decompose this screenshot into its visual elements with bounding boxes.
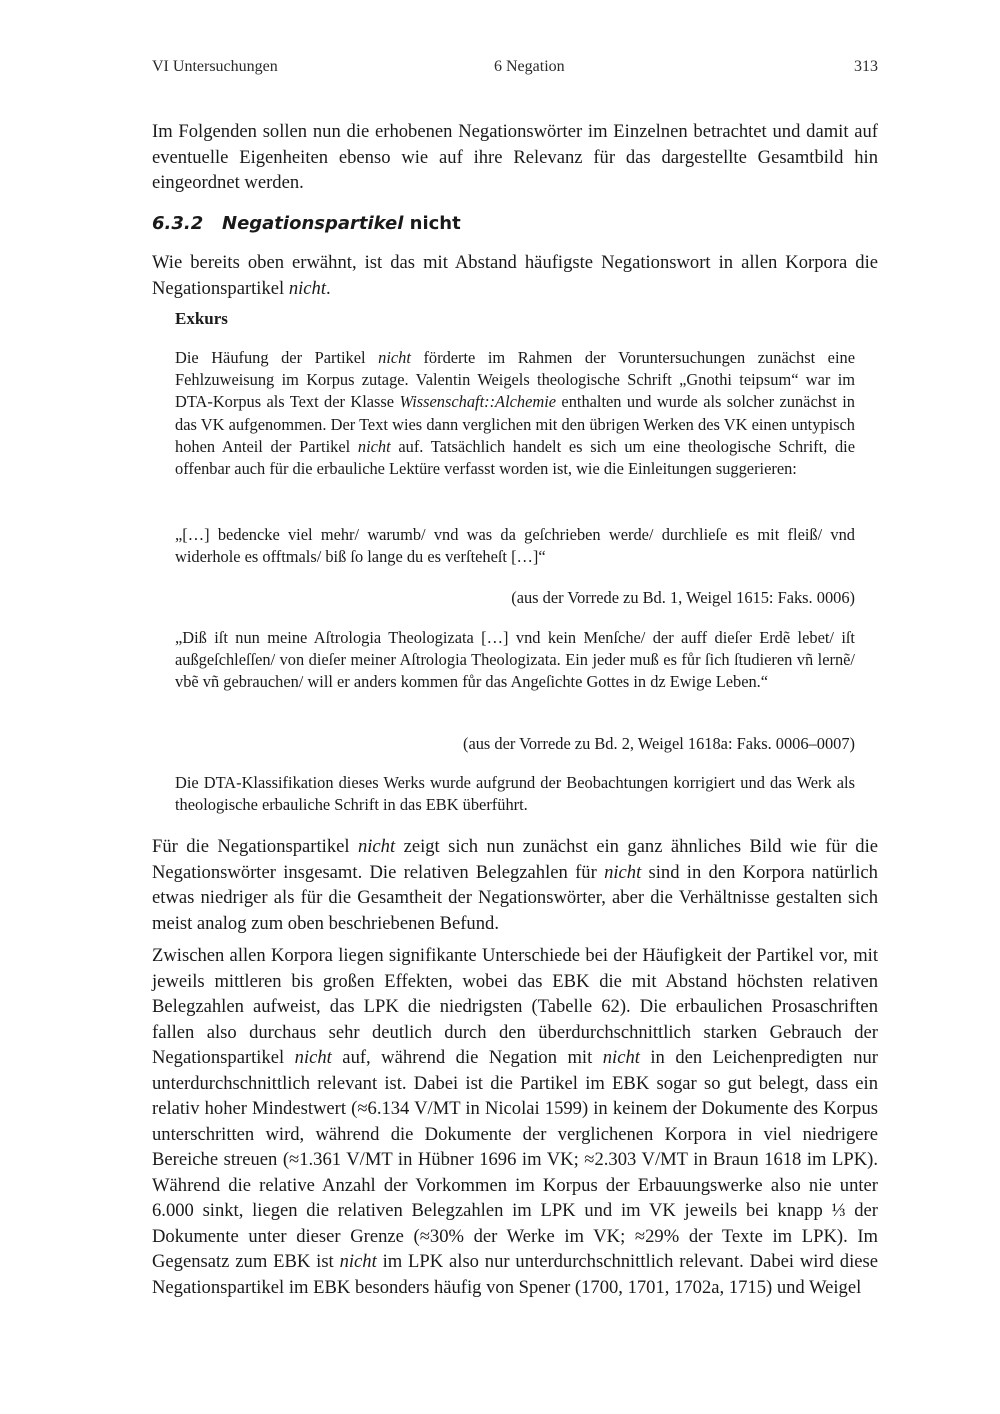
p3-emph: nicht xyxy=(357,836,396,857)
exkurs-text: auf. Tatsächlich handelt es sich um eine theologische Schrift, die offenbar auch für die erbauliche Lektüre verfasst worden ist, wie die Einleitungen suggerieren: xyxy=(175,436,855,479)
exkurs-text: förderte im Rahmen der Voruntersuchungen zunächst eine Fehlzuweisung im Korpus zutage. Valentin Weigels theologische Schrift „Gnothi teipsum“ war im DTA-Korpus als Text der Klasse xyxy=(175,348,855,412)
header-section: 6 Negation xyxy=(494,58,565,75)
p3-emph: nicht xyxy=(604,861,642,883)
p3-text: zeigt sich nun zunächst ein ganz ähnliches Bild wie für die Negationswörter insgesamt. Die relativen Belegzahlen für xyxy=(152,836,879,883)
exkurs-paragraph xyxy=(175,347,855,480)
p4-text: auf, während die Negation mit xyxy=(331,1047,603,1068)
p4-text: Zwischen allen Korpora liegen signifikante Unterschiede bei der Häufigkeit der Partikel vor, mit jeweils mittleren bis großen Effekten, wobei das EBK die mit Abstand höchsten relativen Belegzahlen aufweist, das LPK die niedrigsten (Tabelle 62). Die erbaulichen Prosaschriften fallen also durchaus sehr deutlich durch den überdurchschnittlich starken Gebrauch der Negationspartikel xyxy=(152,945,878,1068)
p4-emph: nicht xyxy=(294,1047,332,1068)
header-chapter: VI Untersuchungen xyxy=(152,58,278,75)
p2-text: Wie bereits oben erwähnt, ist das mit Abstand häufigste Negationswort in allen Korpora die Negationspartikel xyxy=(152,252,878,299)
p2-emph: nicht xyxy=(288,277,327,299)
page-number: 313 xyxy=(854,58,878,75)
exkurs-emph: nicht xyxy=(357,436,391,456)
p2-tail: . xyxy=(326,277,331,299)
paragraph-3 xyxy=(152,834,878,936)
p4-emph: nicht xyxy=(339,1251,377,1272)
section-heading xyxy=(152,213,878,234)
paragraph-4 xyxy=(152,943,878,1300)
p3-text: sind in den Korpora natürlich etwas niedriger als für die Gesamtheit der Negationswörter, aber die Verhältnisse gestalten sich meist analog zum oben beschriebenen Befund. xyxy=(152,861,878,934)
intro-text: Im Folgenden sollen nun die erhobenen Negationswörter im Einzelnen betrachtet und damit auf eventuelle Eigenheiten ebenso wie auf ihre Relevanz für das dargestellte Gesamtbild hin eingeordnet werden. xyxy=(152,121,878,193)
paragraph-2 xyxy=(152,250,878,301)
exkurs-text: enthalten und wurde als solcher zunächst in das VK aufgenommen. Der Text wies dann verglichen mit den übrigen Werken des VK einen untypisch hohen Anteil der Partikel xyxy=(175,392,855,456)
quote-2: „Diß iſt nun meine Aſtrologia Theologizata […] vnd kein Menſche/ der auff dieſer Erdẽ lebet/ iſt außgeſchleſſen/ von dieſer meiner Aſtrologia Theologizata. Ein jeder muß es fůr ſich ſtudieren vñ lernẽ/ vbẽ vñ gebrauchen/ will er anders kommen fůr das Angeſichte Gottes in dz Ewige Leben.“ xyxy=(175,628,855,692)
exkurs-heading: Exkurs xyxy=(175,309,228,328)
section-number: 6.3.2 xyxy=(152,213,204,234)
p4-emph: nicht xyxy=(602,1047,640,1068)
p4-text: im LPK also nur unterdurchschnittlich relevant. Dabei wird diese Negationspartikel im EBK besonders häufig von Spener (1700, 1701, 1702a, 1715) und Weigel xyxy=(152,1251,878,1298)
running-header xyxy=(152,58,878,82)
exkurs-emph: Wissenschaft::Alchemie xyxy=(399,392,557,412)
exkurs-text: Die Häufung der Partikel xyxy=(175,348,379,367)
exkurs-emph: nicht xyxy=(378,348,411,367)
p4-text: in den Leichenpredigten nur unterdurchschnittlich relevant ist. Dabei ist die Partikel im EBK sogar so gut belegt, dass ein relativ hoher Mindestwert (≈6.134 V/MT in Nicolai 1599) in keinem der Dokumente des Korpus unterschritten wird, während die Dokumente der verglichenen Korpora in viel niedrigere Bereiche streuen (≈1.361 V/MT in Hübner 1696 im VK; ≈2.303 V/MT in Braun 1618 im LPK). Während die relative Anzahl der Vorkommen im Korpus der Erbauungswerke also nie unter 6.000 sinkt, liegen die relativen Belegzahlen im LPK und im VK jeweils bei knapp ⅓ der Dokumente unter dieser Grenze (≈30% der Werke im VK; ≈29% der Texte im LPK). Im Gegensatz zum EBK ist xyxy=(152,1047,878,1272)
section-title-plain: nicht xyxy=(409,213,461,234)
quote-1-source: (aus der Vorrede zu Bd. 1, Weigel 1615: Faks. 0006) xyxy=(511,588,855,607)
p3-text: Für die Negationspartikel xyxy=(152,836,358,857)
quote-1: „[…] bedencke viel mehr/ warumb/ vnd was da geſchrieben werde/ durchlieſe es mit fleiß/ vnd widerhole es offtmals/ biß ſo lange du es verſteheſt […]“ xyxy=(175,525,855,567)
intro-paragraph xyxy=(152,119,878,196)
quote-2-source: (aus der Vorrede zu Bd. 2, Weigel 1618a: Faks. 0006–0007) xyxy=(463,734,855,753)
exkurs-closing: Die DTA-Klassifikation dieses Werks wurde aufgrund der Beobachtungen korrigiert und das Werk als theologische erbauliche Schrift in das EBK überführt. xyxy=(175,773,855,815)
section-title-italic: Negationspartikel xyxy=(222,213,404,234)
